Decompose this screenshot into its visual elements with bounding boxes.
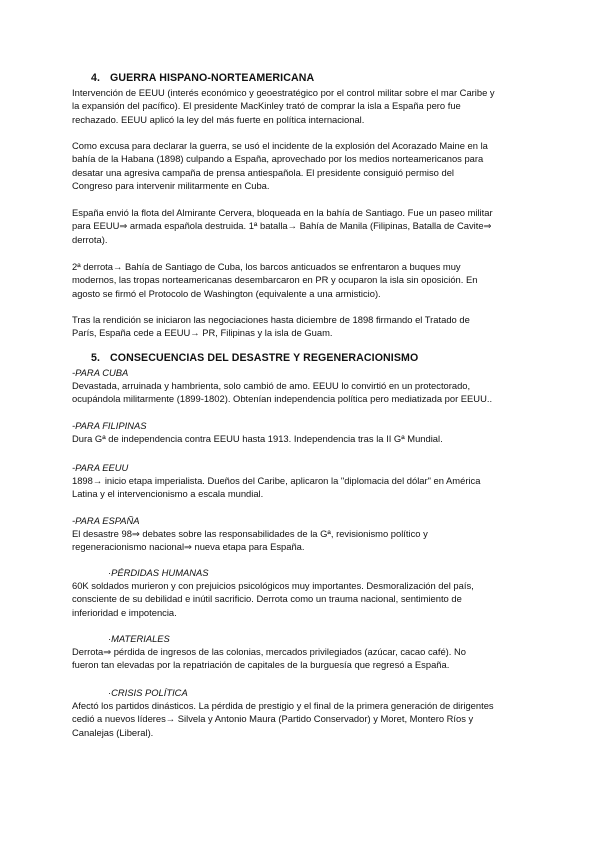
subheading-filipinas: -PARA FILIPINAS (72, 420, 147, 431)
text-line: regeneracionismo nacional⇒ nueva etapa para España. (72, 541, 305, 553)
text-line: Afectó los partidos dinásticos. La pérdida de prestigio y el final de la primera generación de dirigentes (72, 700, 494, 711)
text-line: Como excusa para declarar la guerra, se usó el incidente de la explosión del Acorazado Maine en la (72, 140, 488, 151)
paragraph (72, 86, 534, 126)
text-line: fueron tan elevadas por la repatriación de capitales de la burguesía que regresó a España. (72, 659, 450, 671)
subheading-cuba: -PARA CUBA (72, 367, 129, 378)
paragraph (72, 432, 534, 445)
paragraph (72, 313, 534, 340)
text-line: 60K soldados murieron y con prejuicios psicológicos muy importantes. Desmoralización del país, (72, 580, 474, 591)
text-line: Latina y el intervencionismo a escala mundial. (72, 488, 264, 500)
subheading-crisis: ·CRISIS POLÍTICA (108, 687, 188, 698)
text-line: para EEUU⇒ armada española destruida. 1ª batalla→ Bahía de Manila (Filipinas, Batalla de Cavite⇒ (72, 220, 492, 232)
text-line: ocupándola militarmente (1899-1802). Obtenían independencia política pero mediatizada por EEUU.. (72, 393, 493, 405)
paragraph (72, 260, 534, 300)
text-line: Tras la rendición se iniciaron las negociaciones hasta diciembre de 1898 firmando el Tratado de (72, 314, 470, 325)
paragraph (72, 206, 534, 246)
text-line: modernos, las tropas norteamericanas desembarcaron en PR y ocuparon la isla sin oposición. En (72, 274, 478, 286)
text-line: 2ª derrota→ Bahía de Santiago de Cuba, los barcos anticuados se enfrentaron a buques muy (72, 261, 461, 272)
section-title: GUERRA HISPANO-NORTEAMERICANA (110, 72, 315, 84)
text-line: París, España cede a EEUU→ PR, Filipinas y la isla de Guam. (72, 327, 333, 339)
text-line: 1898→ inicio etapa imperialista. Dueños del Caribe, aplicaron la "diplomacia del dólar" en América (72, 475, 481, 486)
text-line: consciente de su debilidad e inútil sacrificio. Derrota como un trauma nacional, sentimiento de (72, 593, 462, 605)
text-line: Devastada, arruinada y hambrienta, solo cambió de amo. EEUU lo convirtió en un protectorado, (72, 380, 471, 391)
text-line: agosto se firmó el Protocolo de Washington (equivalente a una armisticio). (72, 287, 381, 299)
text-line: España envió la flota del Almirante Cervera, bloqueada en la bahía de Santiago. Fue un paseo militar (72, 207, 493, 218)
text-line: El desastre 98⇒ debates sobre las responsabilidades de la Gª, revisionismo político y (72, 528, 428, 539)
subheading-materiales: ·MATERIALES (108, 633, 170, 644)
text-line: la expansión del pacífico). El presidente MacKinley trató de comprar la isla a España pero fue (72, 100, 461, 112)
paragraph (72, 139, 534, 193)
section-title: CONSECUENCIAS DEL DESASTRE Y REGENERACIONISMO (110, 352, 419, 364)
subheading-eeuu: -PARA EEUU (72, 462, 129, 473)
section-4-heading (91, 72, 314, 84)
paragraph (72, 379, 534, 406)
subheading-espana: -PARA ESPAÑA (72, 515, 140, 526)
text-line: derrota). (72, 233, 108, 245)
text-line: Dura Gª de independencia contra EEUU hasta 1913. Independencia tras la II Gª Mundial. (72, 433, 443, 444)
text-line: rechazado. EEUU aplicó la ley del más fuerte en política internacional. (72, 113, 365, 125)
text-line: Canalejas (Liberal). (72, 726, 154, 738)
paragraph (72, 527, 534, 554)
paragraph (72, 699, 534, 739)
paragraph (72, 474, 534, 501)
text-line: Derrota⇒ pérdida de ingresos de las colonias, mercados privilegiados (azúcar, cacao café). No (72, 646, 466, 657)
text-line: Congreso para intervenir militarmente en Cuba. (72, 180, 270, 192)
section-number: 5. (91, 352, 101, 364)
text-line: inferioridad e impotencia. (72, 606, 177, 618)
section-number: 4. (91, 72, 101, 84)
text-line: cedió a nuevos líderes→ Silvela y Antonio Maura (Partido Conservador) y Moret, Montero Ríos y (72, 713, 474, 725)
paragraph (72, 645, 534, 672)
subheading-perdidas: ·PÉRDIDAS HUMANAS (108, 567, 209, 578)
text-line: bahía de la Habana (1898) culpando a España, aprovechado por los medios norteamericanos para (72, 153, 484, 165)
paragraph (72, 579, 534, 619)
text-line: desatar una agresiva campaña de prensa antiespañola. El presidente consiguió permiso del (72, 166, 455, 178)
section-5-heading (91, 352, 418, 364)
text-line: Intervención de EEUU (interés económico y geoestratégico por el control militar sobre el mar Caribe y (72, 87, 495, 98)
